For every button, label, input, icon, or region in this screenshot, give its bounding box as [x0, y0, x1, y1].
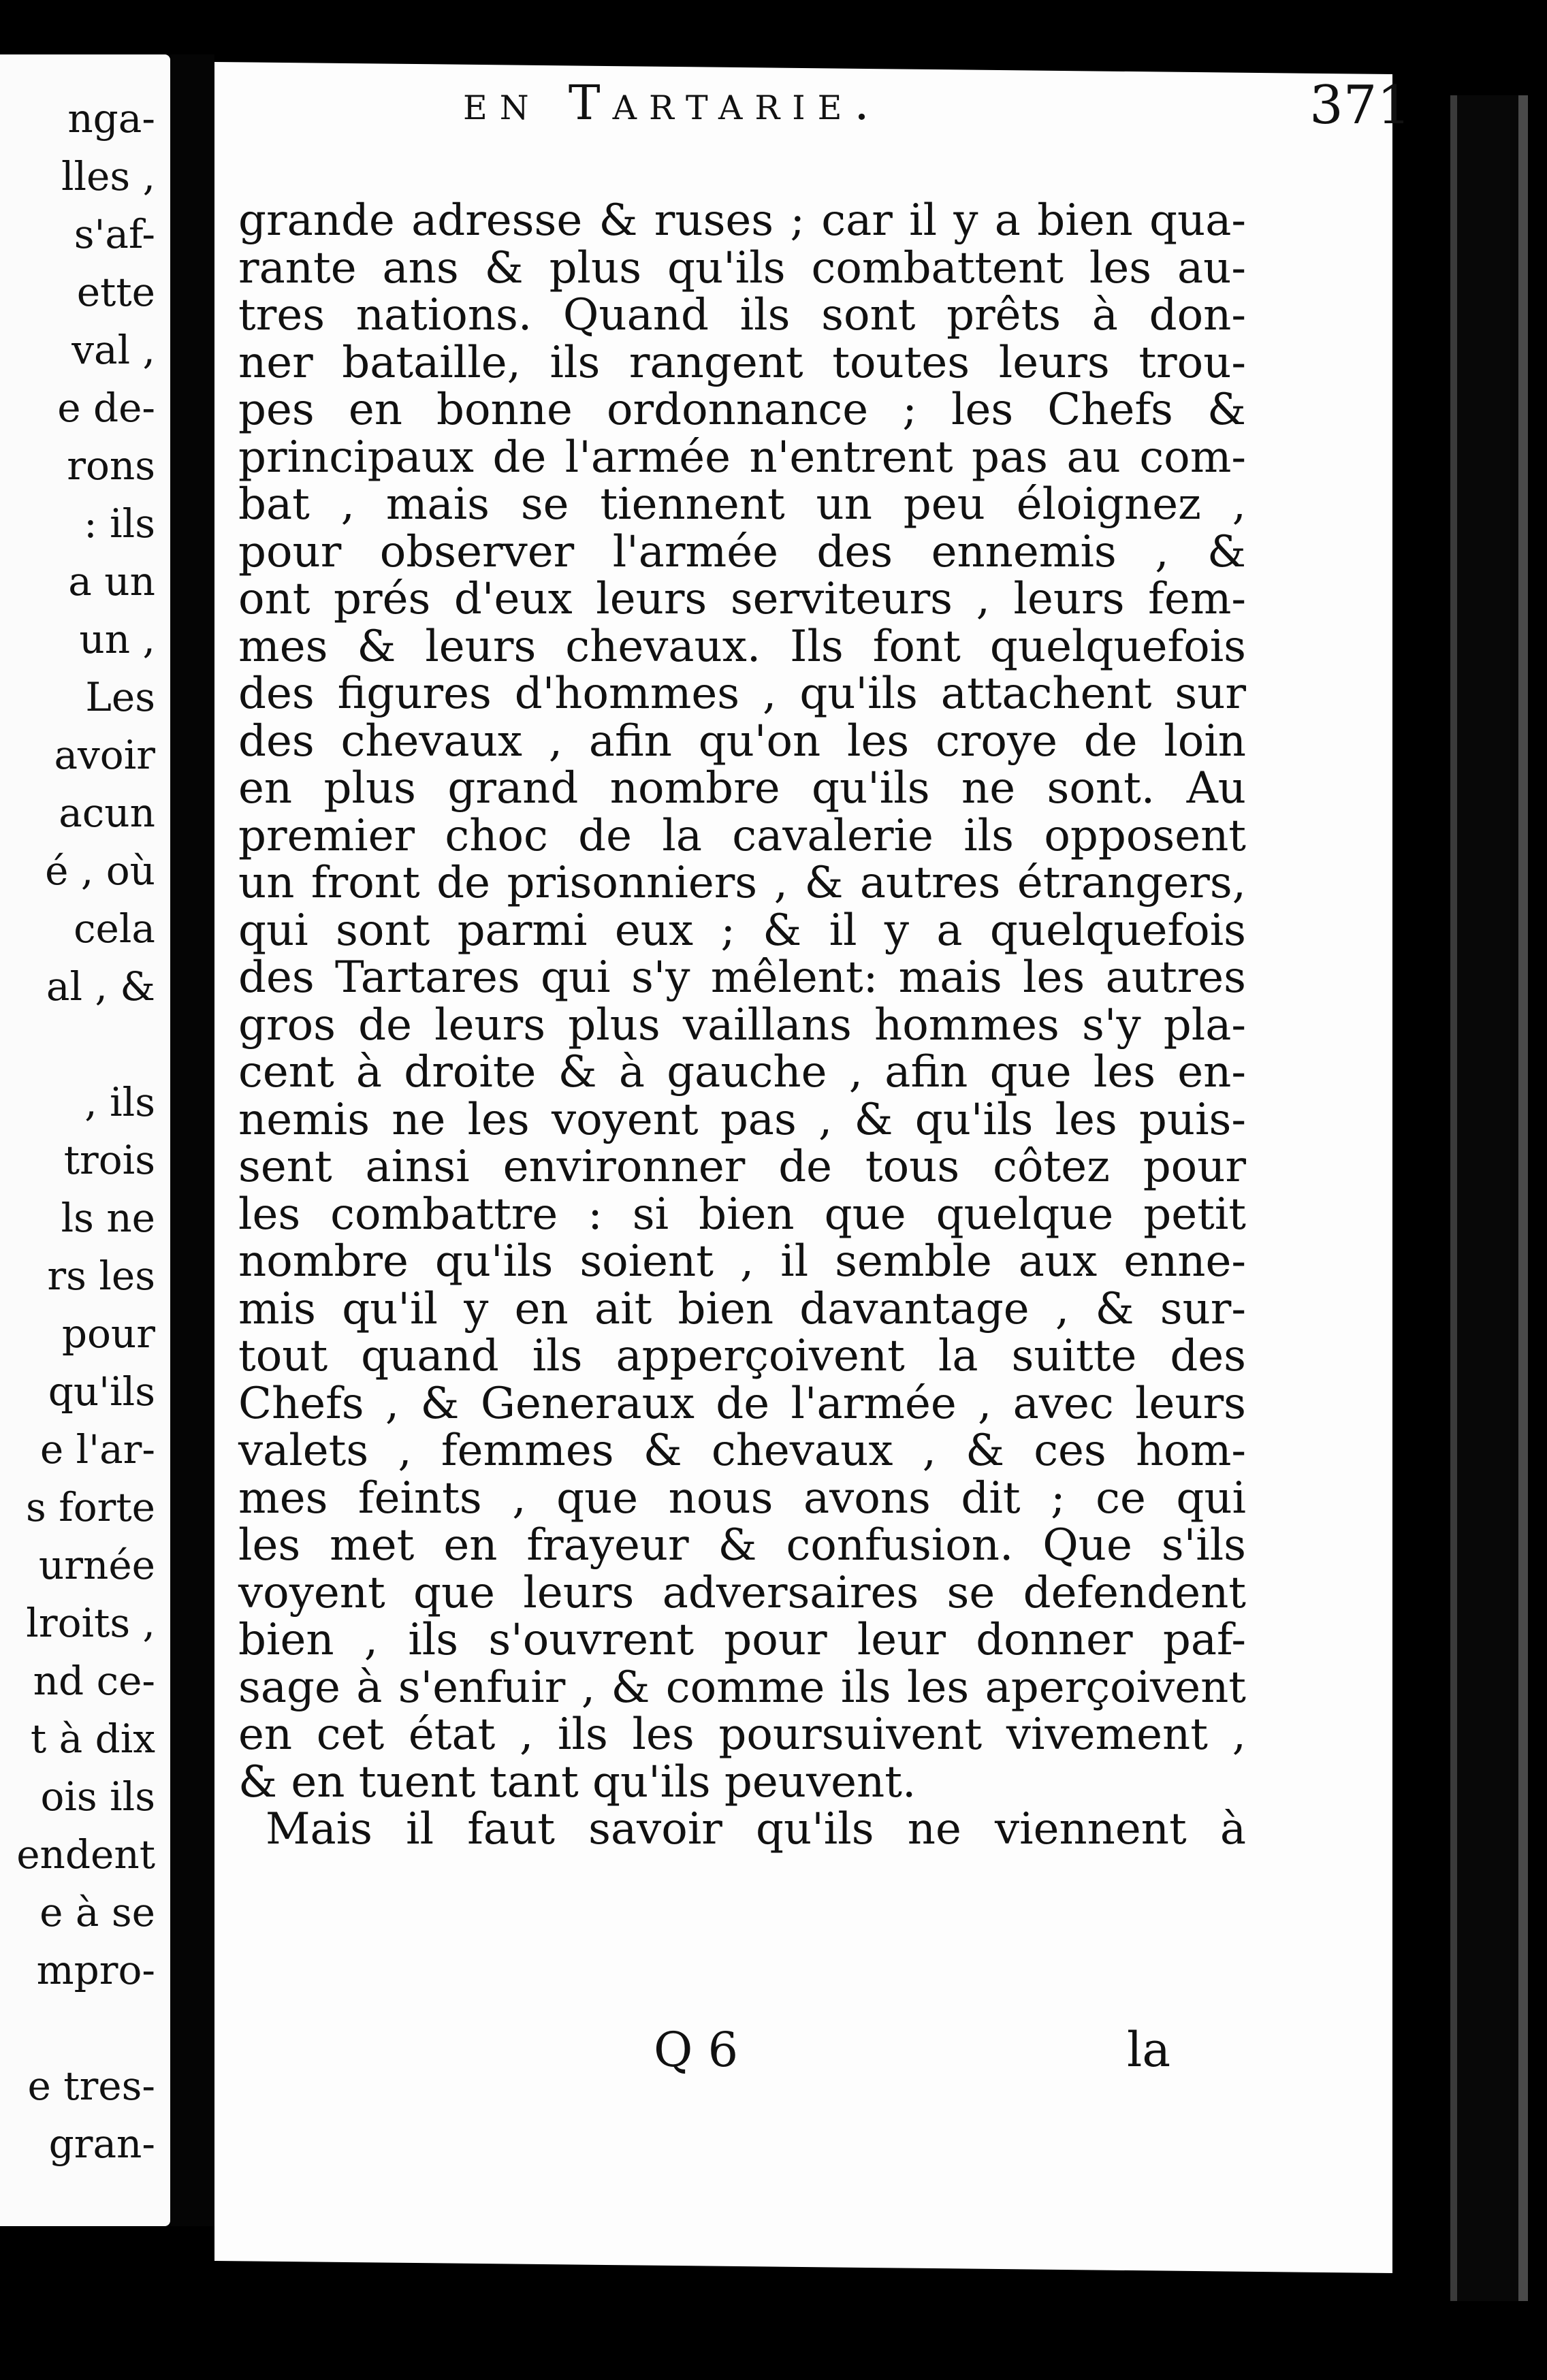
text-line: tout quand ils apperçoivent la suitte des — [238, 1331, 1246, 1381]
text-line: cent à droite & à gauche , afin que les en- — [238, 1047, 1246, 1097]
left-page-line: urnée — [38, 1542, 155, 1588]
main-text-block — [238, 197, 1246, 1854]
text-line: en plus grand nombre qu'ils ne sont. Au — [238, 763, 1246, 814]
text-line: pes en bonne ordonnance ; les Chefs & — [238, 385, 1246, 435]
text-line: pour observer l'armée des ennemis , & — [238, 526, 1246, 577]
left-page-line: ois ils — [40, 1773, 155, 1820]
left-page-line: Les — [85, 674, 155, 720]
text-line: & en tuent tant qu'ils peuvent. — [238, 1756, 916, 1807]
text-line: tres nations. Quand ils sont prêts à don- — [238, 290, 1246, 340]
text-line: rante ans & plus qu'ils combattent les au- — [238, 242, 1246, 293]
text-line: des Tartares qui s'y mêlent: mais les autres — [238, 952, 1246, 1003]
text-line: mes feints , que nous avons dit ; ce qui — [238, 1473, 1246, 1524]
text-line: les combattre : si bien que quelque petit — [238, 1189, 1246, 1240]
left-page-line: t à dix — [30, 1716, 155, 1762]
text-line: des figures d'hommes , qu'ils attachent sur — [238, 669, 1246, 719]
text-line: bat , mais se tiennent un peu éloignez , — [238, 479, 1246, 530]
text-line: gros de leurs plus vaillans hommes s'y pla- — [238, 999, 1246, 1050]
catchword: la — [1127, 2022, 1171, 2078]
text-line: un front de prisonniers , & autres étrangers, — [238, 858, 1246, 908]
left-page-line: e l'ar- — [39, 1426, 155, 1473]
text-line: Chefs , & Generaux de l'armée , avec leurs — [238, 1378, 1246, 1429]
left-page-line: é , où — [45, 848, 155, 894]
left-page-line: e de- — [57, 385, 155, 431]
text-line: grande adresse & ruses ; car il y a bien qua- — [238, 195, 1246, 246]
text-line: sage à s'enfuir , & comme ils les aperçoivent — [238, 1662, 1246, 1713]
left-page-line: a un — [68, 558, 155, 605]
left-page-line: un , — [79, 616, 155, 662]
text-line: principaux de l'armée n'entrent pas au com- — [238, 432, 1246, 483]
left-page-line: rs les — [47, 1253, 155, 1299]
left-page-line: e à se — [39, 1889, 155, 1935]
left-page-line: pour — [61, 1310, 155, 1357]
left-page-line: nga- — [67, 95, 155, 142]
left-page-line: endent — [16, 1831, 155, 1878]
text-line: nemis ne les voyent pas , & qu'ils les puis- — [238, 1094, 1246, 1145]
left-page-line: : ils — [84, 500, 155, 547]
left-page-line: ette — [76, 269, 155, 315]
page-number: 371 — [1309, 75, 1411, 136]
text-line: des chevaux , afin qu'on les croye de loin — [238, 715, 1246, 767]
text-line: en cet état , ils les poursuivent vivement , — [238, 1709, 1246, 1760]
text-line: bien , ils s'ouvrent pour leur donner paf- — [238, 1615, 1246, 1665]
text-line: Mais il faut savoir qu'ils ne viennent à — [266, 1804, 1246, 1854]
text-line: les met en frayeur & confusion. Que s'ils — [238, 1520, 1246, 1571]
left-page-line: ls ne — [61, 1195, 155, 1241]
left-page-line: cela — [74, 905, 155, 952]
left-page-line: , ils — [84, 1079, 155, 1125]
left-page-line: lles , — [61, 153, 155, 199]
left-page-line: qu'ils — [48, 1368, 155, 1415]
text-line: premier choc de la cavalerie ils opposent — [238, 810, 1246, 861]
left-page-line: al , & — [46, 963, 155, 1010]
text-line: qui sont parmi eux ; & il y a quelquefois — [238, 905, 1246, 956]
running-head-title: en Tartarie. — [463, 75, 882, 131]
left-page-line: avoir — [54, 732, 155, 778]
text-line: mis qu'il y en ait bien davantage , & sur- — [238, 1283, 1246, 1334]
left-page-line: acun — [59, 790, 155, 836]
left-page-line: val , — [71, 327, 155, 373]
running-head — [259, 75, 1411, 136]
page-edge-strip — [1450, 95, 1528, 2301]
left-page-line: e tres- — [27, 2063, 155, 2109]
left-page-line: gran- — [48, 2121, 155, 2167]
text-line: sent ainsi environner de tous côtez pour — [238, 1142, 1246, 1192]
text-line: ont prés d'eux leurs serviteurs , leurs fem- — [238, 574, 1246, 624]
text-line: nombre qu'ils soient , il semble aux enne- — [238, 1236, 1246, 1287]
book-gutter — [170, 54, 214, 2226]
left-page — [0, 54, 170, 2226]
left-page-line: s forte — [26, 1484, 155, 1530]
left-page-line: nd ce- — [33, 1658, 155, 1704]
left-page-line: lroits , — [26, 1600, 155, 1646]
text-line: ner bataille, ils rangent toutes leurs trou- — [238, 337, 1246, 388]
signature-mark: Q 6 — [654, 2022, 739, 2078]
left-page-line: trois — [63, 1137, 155, 1183]
text-line: mes & leurs chevaux. Ils font quelquefois — [238, 621, 1246, 672]
left-page-line: rons — [67, 443, 155, 489]
left-page-line: s'af- — [74, 211, 155, 257]
text-line: voyent que leurs adversaires se defendent — [238, 1567, 1246, 1618]
text-line: valets , femmes & chevaux , & ces hom- — [238, 1426, 1246, 1476]
left-page-line: mpro- — [36, 1947, 155, 1993]
